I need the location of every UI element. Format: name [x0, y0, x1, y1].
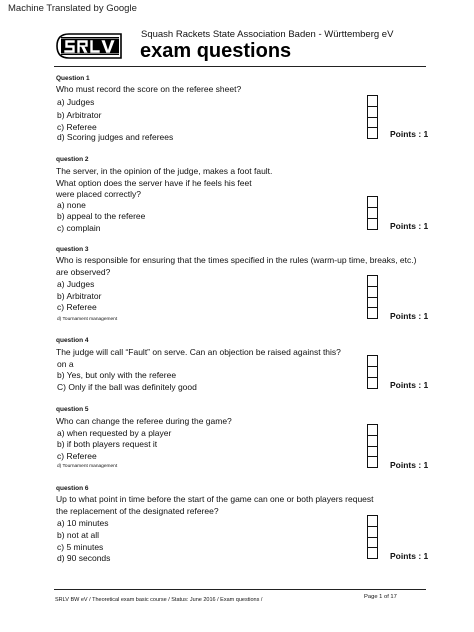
question-3-points: Points : 1 — [390, 311, 429, 321]
question-5-option-d: d) Tournament management — [57, 464, 118, 469]
footer-text: SRLV BW eV / Theoretical exam basic course / Status: June 2016 / Exam questions / — [55, 597, 263, 603]
question-4-answer-boxes — [367, 355, 378, 389]
page-number: Page 1 of 17 — [364, 594, 397, 600]
organization-name: Squash Rackets State Association Baden - Württemberg eV — [141, 29, 394, 40]
question-6-option-a: a) 10 minutes — [57, 518, 109, 528]
question-6-text-line-2: the replacement of the designated referee? — [56, 506, 219, 516]
question-5-option-b: b) if both players request it — [57, 439, 158, 449]
question-6-points: Points : 1 — [390, 551, 429, 561]
answer-checkbox[interactable] — [367, 127, 378, 139]
question-2-label: question 2 — [56, 156, 89, 163]
question-6-option-d: d) 90 seconds — [57, 553, 111, 563]
question-2-option-a: a) none — [57, 200, 86, 210]
question-2-points: Points : 1 — [390, 221, 429, 231]
answer-checkbox[interactable] — [367, 377, 378, 389]
question-1-option-d: d) Scoring judges and referees — [57, 132, 174, 142]
question-4-text: The judge will call “Fault” on serve. Can an objection be raised against this? — [56, 347, 341, 357]
question-5-option-a: a) when requested by a player — [57, 428, 172, 438]
question-2-option-b: b) appeal to the referee — [57, 211, 146, 221]
question-2-answer-boxes — [367, 196, 378, 230]
question-1-text: Who must record the score on the referee sheet? — [56, 84, 242, 94]
question-4-option-c: C) Only if the ball was definitely good — [57, 382, 197, 392]
page-title: exam questions — [140, 40, 292, 62]
question-3-option-d: d) Tournament management — [57, 317, 118, 322]
answer-checkbox[interactable] — [367, 218, 378, 230]
question-6-text-line-1: Up to what point in time before the start of the game can one or both players request — [56, 494, 374, 504]
question-5-option-c: c) Referee — [57, 451, 97, 461]
question-1-option-b: b) Arbitrator — [57, 110, 102, 120]
header-divider — [54, 66, 426, 67]
question-3-text-line-2: are observed? — [56, 267, 111, 277]
question-4-option-b: b) Yes, but only with the referee — [57, 370, 177, 380]
question-2-option-c: c) complain — [57, 223, 101, 233]
answer-checkbox[interactable] — [367, 307, 378, 319]
question-3-option-b: b) Arbitrator — [57, 291, 102, 301]
question-1-answer-boxes — [367, 95, 378, 139]
question-4-points: Points : 1 — [390, 380, 429, 390]
question-1-points: Points : 1 — [390, 129, 429, 139]
question-1-label: Question 1 — [56, 75, 90, 82]
question-6-option-b: b) not at all — [57, 530, 100, 540]
question-5-answer-boxes — [367, 424, 378, 468]
answer-checkbox[interactable] — [367, 547, 378, 559]
question-6-option-c: c) 5 minutes — [57, 542, 104, 552]
footer-divider — [54, 589, 426, 590]
answer-checkbox[interactable] — [367, 456, 378, 468]
question-3-answer-boxes — [367, 275, 378, 319]
machine-translated-label: Machine Translated by Google — [8, 3, 137, 14]
question-4-label: question 4 — [56, 337, 89, 344]
question-2-text-line-2: What option does the server have if he feels his feet — [56, 178, 252, 188]
question-3-option-a: a) Judges — [57, 279, 95, 289]
question-3-option-c: c) Referee — [57, 302, 97, 312]
question-5-points: Points : 1 — [390, 460, 429, 470]
question-5-text: Who can change the referee during the game? — [56, 416, 232, 426]
question-3-label: question 3 — [56, 246, 89, 253]
question-2-text-line-1: The server, in the opinion of the judge, makes a foot fault. — [56, 166, 273, 176]
question-4-option-a: on a — [57, 359, 74, 369]
question-1-option-a: a) Judges — [57, 97, 95, 107]
question-1-option-c: c) Referee — [57, 122, 97, 132]
question-5-label: question 5 — [56, 406, 89, 413]
question-2-text-line-3: were placed correctly? — [56, 189, 142, 199]
question-6-label: question 6 — [56, 485, 89, 492]
question-6-answer-boxes — [367, 515, 378, 559]
srlv-logo — [55, 32, 123, 60]
question-3-text-line-1: Who is responsible for ensuring that the times specified in the rules (warm-up time, breaks, etc.) — [56, 255, 417, 265]
